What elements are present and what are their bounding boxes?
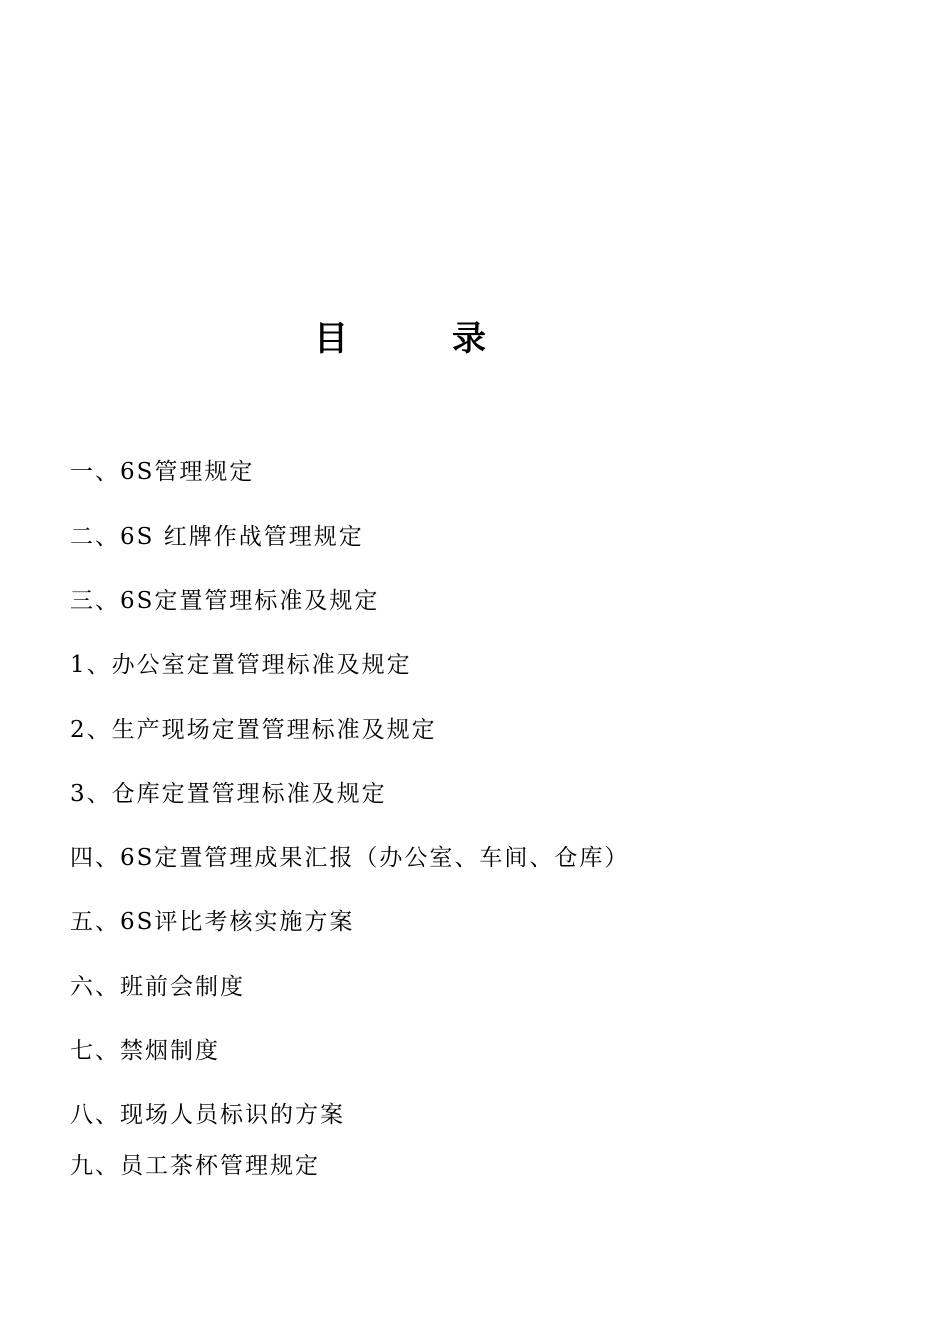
toc-item-5: 五、6S评比考核实施方案 [70,909,355,935]
toc-item-3-3: 3、仓库定置管理标准及规定 [70,781,387,807]
toc-item-2: 二、6S 红牌作战管理规定 [70,524,364,550]
toc-item-3: 三、6S定置管理标准及规定 [70,588,380,614]
toc-item-7: 七、禁烟制度 [70,1038,220,1064]
toc-item-3-1: 1、办公室定置管理标准及规定 [70,652,412,678]
title-char-2: 录 [452,319,486,359]
toc-item-6: 六、班前会制度 [70,974,245,1000]
toc-item-8: 八、现场人员标识的方案 [70,1102,345,1128]
toc-item-9: 九、员工茶杯管理规定 [70,1153,320,1179]
toc-item-1: 一、6S管理规定 [70,459,255,485]
toc-item-4: 四、6S定置管理成果汇报（办公室、车间、仓库） [70,845,630,871]
title-char-1: 目 [314,319,348,359]
toc-item-3-2: 2、生产现场定置管理标准及规定 [70,717,437,743]
page-title [0,316,950,366]
